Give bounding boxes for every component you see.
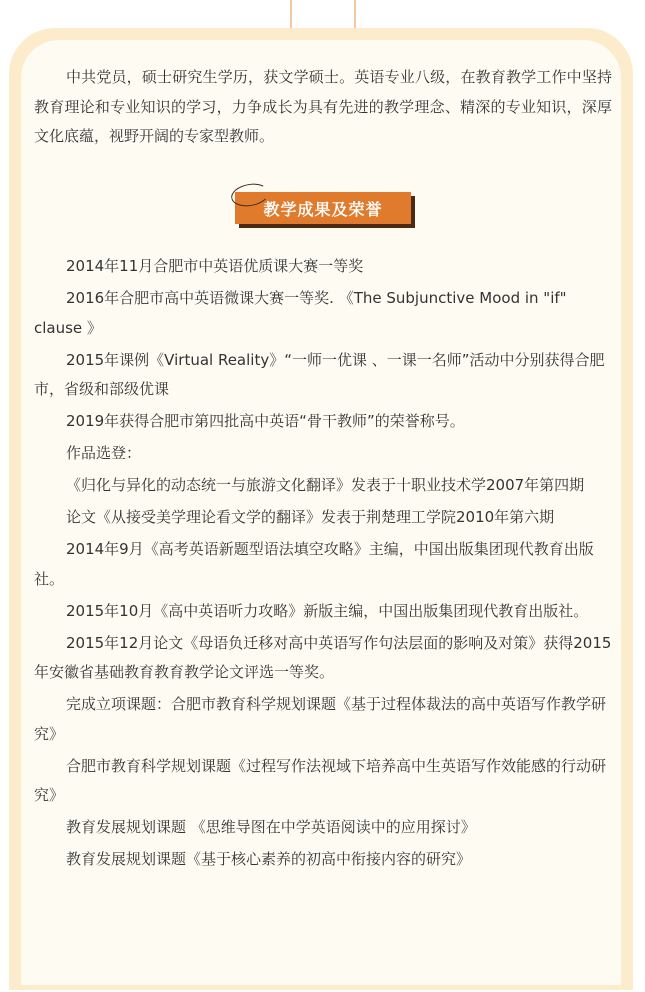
list-item: 完成立项课题：合肥市教育科学规划课题《基于过程体裁法的高中英语写作教学研究》 (34, 695, 607, 743)
list-item: 论文《从接受美学理论看文学的翻译》发表于荆楚理工学院2010年第六期 (66, 508, 555, 526)
list-item: 2019年获得合肥市第四批高中英语“骨干教师”的荣誉称号。 (66, 412, 465, 430)
list-item: 2015年课例《Virtual Reality》“一师一优课 、一课一名师”活动中分别获得合肥市，省级和部级优课 (34, 350, 605, 398)
list-item: 2014年9月《高考英语新题型语法填空攻略》主编，中国出版集团现代教育出版社。 (34, 540, 594, 588)
list-item: 《归化与异化的动态统一与旅游文化翻译》发表于十职业技术学2007年第四期 (66, 476, 585, 494)
list-item: 合肥市教育科学规划课题《过程写作法视域下培养高中生英语写作效能感的行动研究》 (34, 756, 607, 804)
list-item: 2014年11月合肥市中英语优质课大赛一等奖 (66, 257, 364, 275)
list-item: 2015年10月《高中英语听力攻略》新版主编，中国出版集团现代教育出版社。 (66, 601, 589, 620)
section-heading (231, 184, 421, 234)
hanging-string-left (290, 0, 292, 28)
section-title: 教学成果及荣誉 (263, 199, 383, 219)
list-item: 2015年12月论文《母语负迁移对高中英语写作句法层面的影响及对策》获得2015年安徽省基础教育教育教学论文评选一等奖。 (34, 633, 612, 681)
intro-paragraph: 中共党员，硕士研究生学历，获文学硕士。英语专业八级，在教育教学工作中坚持教育理论和专业知识的学习，力争成长为具有先进的教学理念、精深的专业知识，深厚文化底蕴，视野开阔的专家型教师。 (34, 68, 612, 145)
achievements-list (34, 252, 614, 877)
list-item: 作品选登： (66, 444, 142, 462)
list-item: 2016年合肥市高中英语微课大赛一等奖. 《The Subjunctive Mood in "if" clause 》 (34, 289, 567, 337)
list-item: 教育发展规划课题《基于核心素养的初高中衔接内容的研究》 (66, 850, 472, 868)
hanging-string-right (354, 0, 356, 28)
list-item: 教育发展规划课题 《思维导图在中学英语阅读中的应用探讨》 (66, 818, 476, 836)
